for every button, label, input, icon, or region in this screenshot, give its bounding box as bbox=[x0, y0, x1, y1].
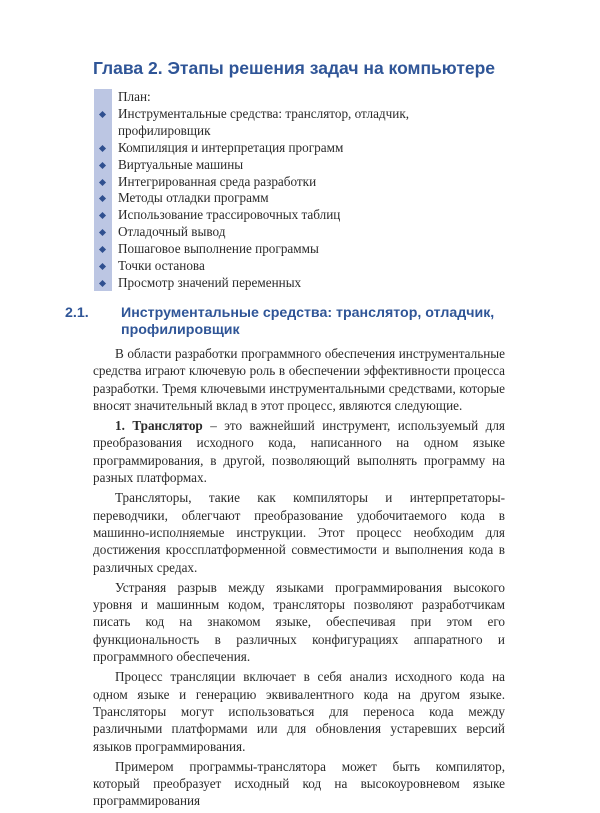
plan-item: Просмотр значений переменных bbox=[94, 275, 504, 292]
diamond-bullet-icon bbox=[99, 212, 106, 219]
paragraph: 1. Транслятор – это важнейший инструмент, используемый для преобразования исходного кода, написанного на одном языке программирования, в другой, позволяющий выполнять программу на разных платформах. bbox=[93, 418, 505, 486]
plan-item: Интегрированная среда разработки bbox=[94, 174, 504, 191]
plan-item: Точки останова bbox=[94, 258, 504, 275]
plan-item: Отладочный вывод bbox=[94, 224, 504, 241]
plan-item: Виртуальные машины bbox=[94, 157, 504, 174]
diamond-bullet-icon bbox=[99, 111, 106, 118]
paragraph: В области разработки программного обеспечения инструментальные средства играют ключевую роль в обеспечении эффективности процесса разработки. Тремя ключевыми инструментальными средствами, которые вносят значительный вклад в этот процесс, являются следующие. bbox=[93, 346, 505, 413]
chapter-title: Глава 2. Этапы решения задач на компьютере bbox=[93, 58, 496, 78]
section-title bbox=[65, 305, 541, 339]
diamond-bullet-icon bbox=[99, 280, 106, 287]
diamond-bullet-icon bbox=[99, 195, 106, 202]
plan-heading: План: bbox=[118, 89, 151, 104]
section-number: 2.1. bbox=[65, 305, 89, 321]
diamond-bullet-icon bbox=[99, 162, 106, 169]
plan-item: Инструментальные средства: транслятор, отладчик, профилировщик bbox=[94, 106, 504, 140]
paragraph: Процесс трансляции включает в себя анализ исходного кода на одном языке и генерацию эквивалентного кода на другом языке. Трансляторы могут использоваться для переноса кода между различными платформами или для обновления устаревших версий языков программирования. bbox=[93, 669, 505, 754]
diamond-bullet-icon bbox=[99, 246, 106, 253]
diamond-bullet-icon bbox=[99, 229, 106, 236]
plan-item: Использование трассировочных таблиц bbox=[94, 207, 504, 224]
term-translator: 1. Транслятор bbox=[115, 418, 203, 434]
chapter-plan bbox=[94, 89, 504, 291]
paragraph: Трансляторы, такие как компиляторы и интерпретаторы-переводчики, облегчают преобразование удобочитаемого кода в машинно-исполняемые инструкции. Этот процесс необходим для достижения кроссплатформенной совместимости и выполнения кода в различных средах. bbox=[93, 490, 505, 575]
plan-list bbox=[94, 89, 504, 292]
diamond-bullet-icon bbox=[99, 178, 106, 185]
diamond-bullet-icon bbox=[99, 145, 106, 152]
plan-item: Компиляция и интерпретация программ bbox=[94, 140, 504, 157]
plan-item: Методы отладки программ bbox=[94, 190, 504, 207]
section-title-text: Инструментальные средства: транслятор, отладчик, профилировщик bbox=[121, 305, 495, 338]
paragraph: Устраняя разрыв между языками программирования высокого уровня и машинным кодом, трансляторы позволяют разработчикам писать код на знакомом языке, обеспечивая при этом его функциональность в различных конфигурациях аппаратного и программного обеспечения. bbox=[93, 579, 505, 665]
body-text bbox=[93, 345, 505, 813]
diamond-bullet-icon bbox=[99, 263, 106, 270]
plan-item: Пошаговое выполнение программы bbox=[94, 241, 504, 258]
paragraph: Примером программы-транслятора может быть компилятор, который преобразует исходный код на высокоуровневом языке программирования bbox=[93, 758, 505, 809]
